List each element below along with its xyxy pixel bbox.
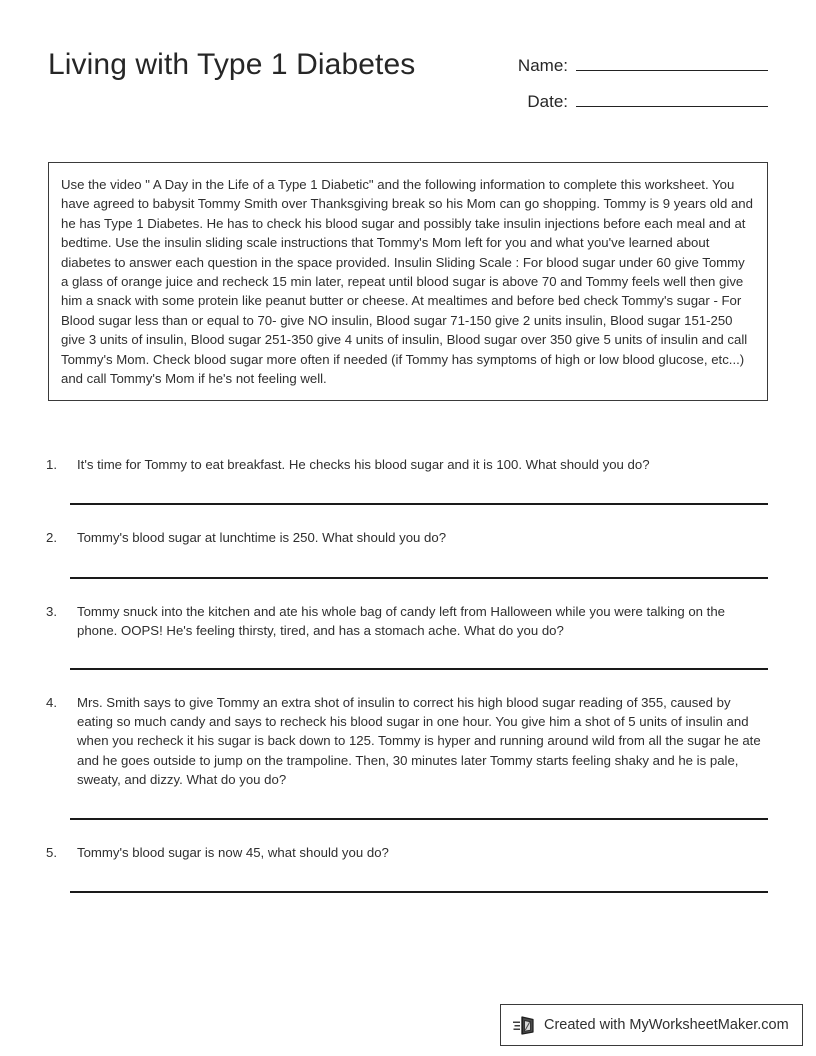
questions-list (46, 455, 768, 893)
question-item-5 (46, 843, 768, 893)
question-text-3: Tommy snuck into the kitchen and ate his whole bag of candy left from Halloween while you were talking on the phone. OOPS! He's feeling thirsty, tired, and has a stomach ache. What do you do? (77, 603, 726, 639)
question-text-1: It's time for Tommy to eat breakfast. He checks his blood sugar and it is 100. What should you do? (77, 457, 650, 472)
worksheet-header (48, 44, 768, 124)
student-info-fields (500, 48, 768, 120)
question-text-2: Tommy's blood sugar at lunchtime is 250. What should you do? (77, 530, 447, 546)
name-input-rule[interactable] (576, 48, 768, 71)
page-title: Living with Type 1 Diabetes (48, 48, 416, 81)
question-number-4: 4. (46, 694, 57, 710)
instructions-text: Use the video " A Day in the Life of a Type 1 Diabetic" and the following information to complete this worksheet. You have agreed to babysit Tommy Smith over Thanksgiving break so his Mom can go shopping. Tommy is 9 years old and he has Type 1 Diabetes. He has to check his blood sugar and possibly take insulin injections before each meal and at bedtime. Use the insulin sliding scale instructions that Tommy's Mom left for you and what you've learned about diabetes to answer each question in the space provided. Insulin Sliding Scale : For blood sugar under 60 give Tommy a glass of orange juice and recheck 15 min later, repeat until blood sugar is above 70 and Tommy feels well then give him a snack with some protein like peanut butter or cheese. At mealtimes and before bed check Tommy's sugar - For Blood sugar less than or equal to 70- give NO insulin, Blood sugar 71-150 give 2 units insulin, Blood sugar 151-250 give 3 units of insulin, Blood sugar 251-350 give 4 units of insulin, Blood sugar over 350 give 5 units of insulin and call Tommy's Mom. Check blood sugar more often if needed (if Tommy has symptoms of high or low blood glucose, etc...) and call Tommy's Mom if he's not feeling well. (61, 177, 753, 387)
created-with-label: Created with MyWorksheetMaker.com (544, 1017, 789, 1033)
answer-line-2[interactable] (70, 577, 768, 579)
date-input-rule[interactable] (576, 84, 768, 107)
answer-line-5[interactable] (70, 891, 768, 893)
question-item-4 (46, 693, 768, 820)
name-field-row (500, 48, 768, 84)
question-number-3: 3. (46, 603, 57, 619)
date-field-label: Date: (527, 92, 568, 111)
question-text-4: Mrs. Smith says to give Tommy an extra shot of insulin to correct his high blood sugar reading of 355, caused by eating so much candy and says to recheck his blood sugar in one hour. You give him a shot of 5 units of insulin and when you recheck it his sugar is back down to 125. Tommy is hyper and running around wild from all the sugar he ate and he goes outside to jump on the trampoline. Then, 30 minutes later Tommy starts feeling shaky and he is pale, sweaty, and dizzy. What do you do? (77, 694, 761, 788)
question-number-5: 5. (46, 844, 57, 860)
question-text-5: Tommy's blood sugar is now 45, what should you do? (77, 844, 389, 860)
question-item-3 (46, 602, 768, 670)
question-item-2 (46, 528, 768, 578)
question-number-2: 2. (46, 530, 57, 546)
question-item-1 (46, 455, 768, 505)
created-with-badge[interactable] (500, 1004, 803, 1046)
answer-line-1[interactable] (70, 503, 768, 505)
answer-line-4[interactable] (70, 818, 768, 820)
name-field-label: Name: (517, 56, 568, 75)
instructions-box (48, 162, 768, 401)
worksheet-maker-logo-icon (513, 1013, 539, 1037)
question-number-1: 1. (46, 457, 57, 472)
date-field-row (500, 84, 768, 120)
answer-line-3[interactable] (70, 668, 768, 670)
